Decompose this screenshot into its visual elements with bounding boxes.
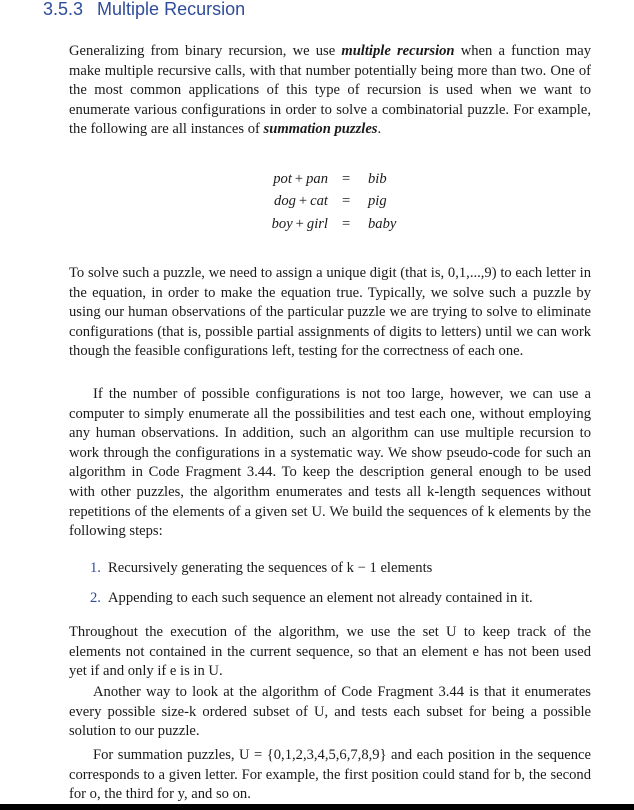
equation-term: cat bbox=[310, 193, 328, 209]
equation-term: dog bbox=[274, 193, 296, 209]
term-multiple-recursion: multiple recursion bbox=[341, 43, 455, 59]
enumerate-text: If the number of possible configurations is not too large, however, we can use a computer to simply enumerate all the possibilities and test each one, without employing any human observations. In addition, such an algorithm can use multiple recursion to work through the configurations in a systematic way. We show pseudo-code for such an algorithm in Code Fragment 3.44. To keep the description general enough to be used with other puzzles, the algorithm enumerates and tests all k-length sequences without repetitions of the elements of a given set U. We build the sequences of k elements by the following steps: bbox=[69, 386, 591, 540]
another-text: Another way to look at the algorithm of Code Fragment 3.44 is that it enumerates every possible size-k ordered subset of U, and tests each subset for being a possible solution to our puzzle. bbox=[69, 684, 591, 740]
equation-result: bib bbox=[368, 171, 387, 187]
throughout-paragraph bbox=[69, 623, 591, 682]
equation-row bbox=[0, 216, 634, 237]
equation-operator: + bbox=[294, 171, 304, 187]
section-heading bbox=[43, 0, 245, 20]
section-title: Multiple Recursion bbox=[97, 0, 246, 19]
equation-result: pig bbox=[368, 193, 387, 209]
equation-row bbox=[0, 193, 634, 214]
throughout-text: Throughout the execution of the algorithm, we use the set U to keep track of the elements not contained in the current sequence, so that an element e has not been used yet if and only if e is in U. bbox=[69, 624, 591, 680]
term-summation-puzzles: summation puzzles bbox=[263, 121, 378, 138]
enumerate-paragraph bbox=[69, 385, 591, 542]
summation-text: For summation puzzles, U = {0,1,2,3,4,5,6,7,8,9} and each position in the sequence corresponds to a given letter. For example, the first position could stand for b, the second for o, the third for y, and so on. bbox=[69, 747, 591, 803]
list-item-text: Recursively generating the sequences of k − 1 elements bbox=[108, 560, 433, 576]
intro-paragraph bbox=[69, 42, 591, 140]
equation-term: pot bbox=[273, 171, 292, 187]
equation-term: pan bbox=[306, 171, 328, 187]
page-bottom-edge bbox=[0, 804, 634, 810]
equation-equals: = bbox=[342, 171, 351, 187]
summation-paragraph bbox=[69, 746, 591, 805]
intro-text-2: when a function may make multiple recursive calls, with that number potentially being more than two. One of the most common applications of this type of recursion is used when we want to enumerate various configurations in order to solve a combinatorial puzzle. For example, the following are all instances of bbox=[69, 43, 591, 138]
equation-term: girl bbox=[306, 216, 328, 232]
list-marker: 1. bbox=[90, 560, 101, 576]
solve-text: To solve such a puzzle, we need to assign a unique digit (that is, 0,1,...,9) to each letter in the equation, in order to make the equation true. Typically, we solve such a puzzle by using our human observations of the particular puzzle we are trying to solve to eliminate configurations (that is, possible partial assignments of digits to letters) until we can work though the feasible configurations left, testing for the correctness of each one. bbox=[69, 265, 591, 360]
equation-operator: + bbox=[298, 193, 308, 209]
equation-equals: = bbox=[342, 216, 351, 232]
equation-row bbox=[0, 171, 634, 192]
list-item bbox=[90, 589, 590, 609]
list-item-text: Appending to each such sequence an element not already contained in it. bbox=[108, 590, 533, 606]
solve-paragraph bbox=[69, 264, 591, 362]
list-marker: 2. bbox=[90, 590, 101, 606]
list-item bbox=[90, 559, 590, 579]
equation-operator: + bbox=[295, 216, 304, 232]
equation-equals: = bbox=[342, 193, 351, 209]
equation-term: boy bbox=[271, 216, 293, 232]
another-paragraph bbox=[69, 683, 591, 742]
section-number: 3.5.3 bbox=[43, 0, 84, 19]
intro-text-1: Generalizing from binary recursion, we use bbox=[69, 43, 342, 59]
equation-result: baby bbox=[368, 216, 397, 232]
intro-text-3: . bbox=[377, 121, 382, 138]
